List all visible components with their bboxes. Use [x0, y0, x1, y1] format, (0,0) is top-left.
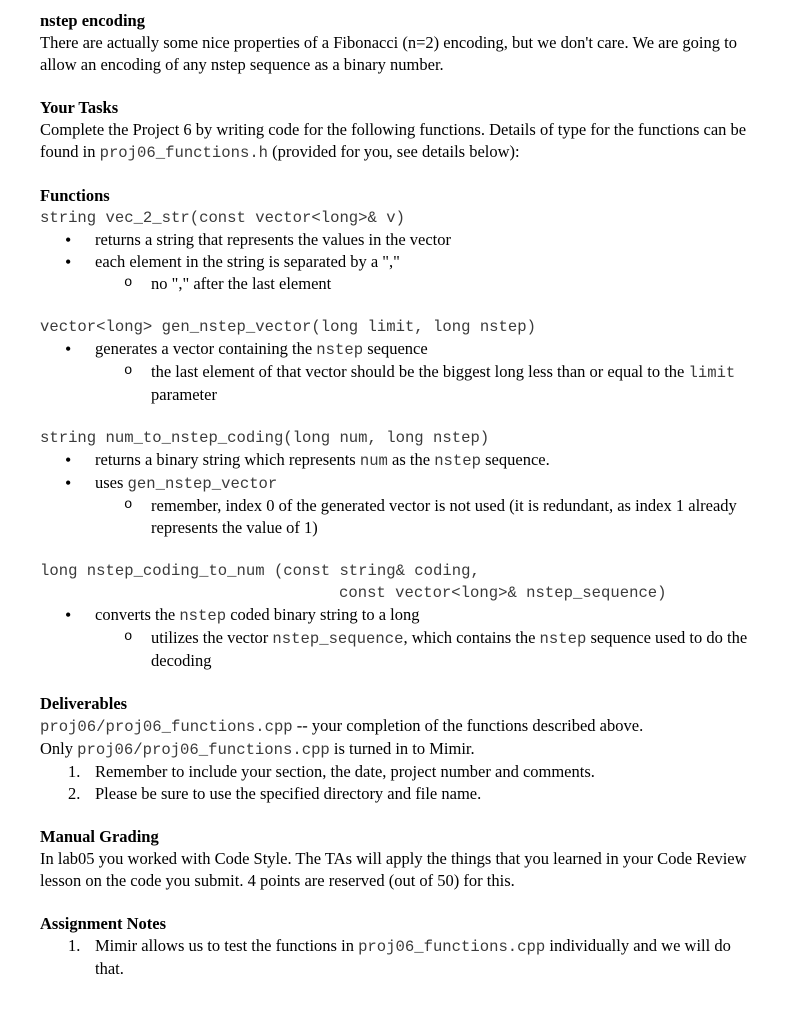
text-run: (provided for you, see details below): — [268, 142, 520, 161]
text-run: is turned in to Mimir. — [329, 739, 475, 758]
item-number: 1. — [68, 936, 81, 955]
inline-code: proj06/proj06_functions.cpp — [40, 718, 293, 736]
function-signature-gen-nstep-vector: vector<long> gen_nstep_vector(long limit, long nstep) — [40, 318, 536, 336]
sub-bullet-item — [40, 361, 762, 406]
bullet-item — [40, 472, 762, 539]
text-run: no "," after the last element — [151, 274, 332, 293]
item-number: 2. — [68, 784, 81, 803]
text-run: as the — [387, 450, 435, 469]
function-signature-num-to-nstep-coding: string num_to_nstep_coding(long num, long nstep) — [40, 429, 490, 447]
bullet-item — [40, 338, 762, 406]
text-run: generates a vector containing the — [95, 339, 317, 358]
numbered-list — [40, 761, 762, 805]
section-heading-manual-grading: Manual Grading — [40, 827, 159, 846]
function-signature-nstep-coding-to-num-line1: long nstep_coding_to_num (const string& coding, — [40, 562, 480, 580]
bullet-item — [40, 229, 762, 251]
text-run: Mimir allows us to test the functions in — [95, 936, 359, 955]
inline-code: nstep_sequence — [272, 630, 404, 648]
numbered-item — [40, 935, 762, 980]
text-run: each element in the string is separated by a "," — [95, 252, 400, 271]
numbered-list — [40, 935, 762, 980]
bullet-list — [40, 338, 762, 406]
code-filename: proj06_functions.h — [99, 144, 269, 162]
text-run: returns a string that represents the values in the vector — [95, 230, 452, 249]
inline-code: nstep — [179, 607, 227, 625]
inline-code: gen_nstep_vector — [127, 475, 278, 493]
deliverables-line-1 — [40, 715, 762, 738]
your-tasks-body — [40, 119, 762, 164]
inline-code: nstep — [539, 630, 587, 648]
text-run: sequence used to do the decoding — [151, 628, 748, 670]
text-run: Complete the Project 6 by writing code for the following functions. Details of type for the functions can be found in — [40, 120, 747, 161]
inline-code: limit — [688, 364, 736, 382]
text-run: parameter — [151, 385, 217, 404]
inline-code: proj06/proj06_functions.cpp — [77, 741, 330, 759]
deliverables-line-2 — [40, 738, 762, 761]
text-run: Remember to include your section, the date, project number and comments. — [95, 762, 595, 781]
bullet-item — [40, 604, 762, 672]
text-run: coded binary string to a long — [226, 605, 420, 624]
section-heading-functions: Functions — [40, 186, 110, 205]
section-heading-nstep-encoding: nstep encoding — [40, 11, 145, 30]
sub-bullet-list — [95, 361, 762, 406]
sub-bullet-list — [95, 495, 762, 539]
text-run: remember, index 0 of the generated vector is not used (it is redundant, as index 1 already represents the value of 1) — [151, 496, 737, 537]
function-signature-nstep-coding-to-num-line2: const vector<long>& nstep_sequence) — [339, 584, 667, 602]
numbered-item — [40, 783, 762, 805]
text-run: -- your completion of the functions described above. — [292, 716, 644, 735]
text-run: returns a binary string which represents — [95, 450, 360, 469]
item-number: 1. — [68, 762, 81, 781]
inline-code: num — [359, 452, 388, 470]
sub-bullet-item — [40, 495, 762, 539]
text-run: Please be sure to use the specified directory and file name. — [95, 784, 482, 803]
bullet-list — [40, 604, 762, 672]
function-signature-vec-2-str: string vec_2_str(const vector<long>& v) — [40, 209, 405, 227]
text-run: , which contains the — [403, 628, 540, 647]
text-run: the last element of that vector should be the biggest long less than or equal to the — [151, 362, 689, 381]
bullet-list — [40, 449, 762, 539]
inline-code: proj06_functions.cpp — [358, 938, 546, 956]
section-heading-assignment-notes: Assignment Notes — [40, 914, 167, 933]
inline-code: nstep — [434, 452, 481, 470]
text-run: Only — [40, 739, 78, 758]
text-run: utilizes the vector — [151, 628, 273, 647]
text-run: sequence. — [481, 450, 550, 469]
numbered-item — [40, 761, 762, 783]
bullet-list — [40, 229, 762, 295]
sub-bullet-item — [40, 627, 762, 672]
manual-grading-body: In lab05 you worked with Code Style. The TAs will apply the things that you learned in your Code Review lesson on the code you submit. 4 points are reserved (out of 50) for this. — [40, 849, 747, 890]
sub-bullet-list — [95, 627, 762, 672]
text-run: sequence — [363, 339, 428, 358]
inline-code: nstep — [316, 341, 364, 359]
text-run: individually and we will do that. — [95, 936, 731, 978]
nstep-encoding-body: There are actually some nice properties of a Fibonacci (n=2) encoding, but we don't care. We are going to allow an encoding of any nstep sequence as a binary number. — [40, 33, 737, 74]
sub-bullet-item — [40, 273, 762, 295]
section-heading-deliverables: Deliverables — [40, 694, 128, 713]
sub-bullet-list — [95, 273, 762, 295]
text-run: uses — [95, 473, 128, 492]
bullet-item — [40, 449, 762, 472]
bullet-item — [40, 251, 762, 295]
section-heading-your-tasks: Your Tasks — [40, 98, 119, 117]
text-run: converts the — [95, 605, 180, 624]
